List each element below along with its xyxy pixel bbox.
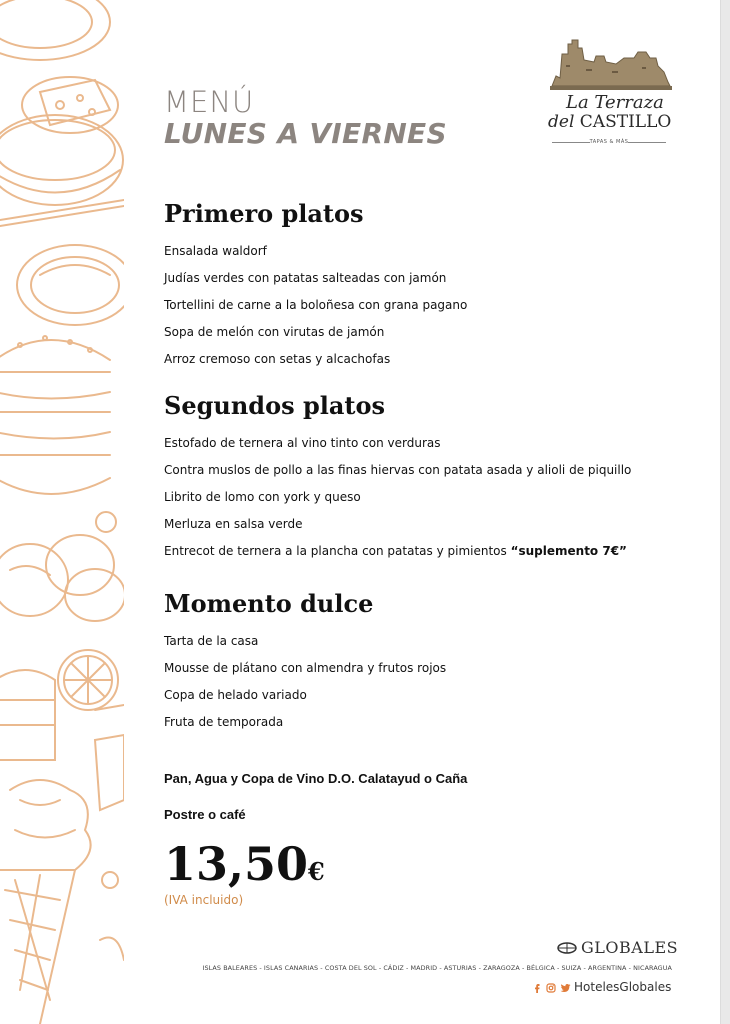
food-sketch-illustration [0,0,124,1024]
section-heading: Segundos platos [164,391,385,420]
logo-line1: La Terraza [566,92,664,113]
supplement-note: “suplemento 7€” [510,544,627,558]
dish-item: Copa de helado variado [164,688,307,702]
section-segundos-platos [164,392,631,571]
instagram-icon[interactable] [546,982,556,992]
dish-item: Tortellini de carne a la boloñesa con grana pagano [164,298,468,312]
logo-tagline: TAPAS & MÁS [546,139,672,145]
menu-price [164,836,325,900]
restaurant-logo [546,36,674,150]
footer-brand [556,938,678,957]
dish-item: Merluza en salsa verde [164,517,303,531]
castle-icon [546,36,674,92]
price-amount: 13,50 [164,837,309,891]
dish-list [164,436,631,571]
facebook-icon[interactable] [532,982,542,992]
menu-title [164,86,447,150]
footer-brand-name: GLOBALES [581,938,679,957]
dish-item: Mousse de plátano con almendra y frutos rojos [164,661,447,675]
included-dessert: Postre o café [164,807,246,822]
included-drinks: Pan, Agua y Copa de Vino D.O. Calatayud o Caña [164,771,468,786]
logo-line2-prefix: del [548,112,575,132]
dish-item: Ensalada waldorf [164,244,267,258]
social-handle[interactable]: HotelesGlobales [574,980,672,994]
section-heading: Primero platos [164,199,364,228]
dish-item: Fruta de temporada [164,715,284,729]
section-primero-platos [164,200,467,379]
dish-item: Contra muslos de pollo a las finas hiervas con patata asada y alioli de piquillo [164,463,632,477]
price-currency: € [308,857,325,886]
dish-item: Arroz cremoso con setas y alcachofas [164,352,391,366]
dish-item: Librito de lomo con york y queso [164,490,361,504]
dish-list [164,634,446,742]
section-heading: Momento dulce [164,589,374,618]
twitter-icon[interactable] [560,982,570,992]
dish-item [164,544,631,571]
menu-title-line1: MENÚ [164,85,255,119]
page-edge [720,0,730,1024]
dish-list [164,244,467,379]
footer-social [532,980,671,994]
dish-item-text: Entrecot de ternera a la plancha con patatas y pimientos [164,544,507,558]
section-momento-dulce [164,590,446,742]
dish-item: Estofado de ternera al vino tinto con verduras [164,436,441,450]
dish-item: Sopa de melón con virutas de jamón [164,325,385,339]
price-note: (IVA incluido) [164,893,244,907]
dish-item: Tarta de la casa [164,634,259,648]
logo-line2-main: CASTILLO [579,112,672,132]
logo-line2 [548,112,671,132]
footer-destinations: ISLAS BALEARES - ISLAS CANARIAS - COSTA DEL SOL - CÁDIZ - MADRID - ASTURIAS - ZARAGOZA - BÉLGICA - SUIZA - ARGENTINA - NICARAGUA [202,964,672,972]
menu-title-line2: LUNES A VIERNES [164,117,447,150]
dish-item: Judías verdes con patatas salteadas con jamón [164,271,447,285]
globales-logo-icon [556,941,578,955]
